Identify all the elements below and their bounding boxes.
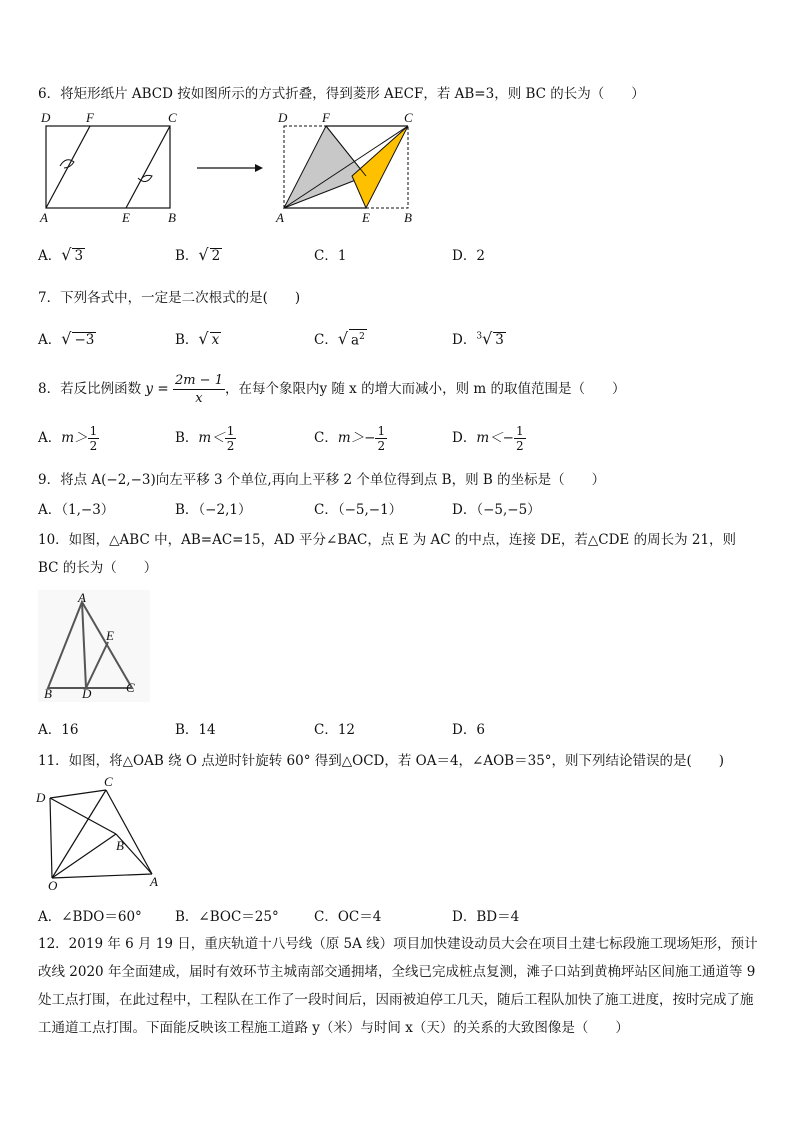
q9-option-c[interactable]: C．（−5,−1） bbox=[314, 502, 403, 518]
q9-option-b[interactable]: B．（−2,1） bbox=[175, 502, 252, 518]
q11-option-d[interactable]: D．BD＝4 bbox=[452, 909, 520, 925]
q10-label-a: A bbox=[78, 590, 86, 605]
q6-folded-label-a: A bbox=[276, 210, 284, 225]
q6-label-d: D bbox=[41, 110, 51, 125]
q10-label-e: E bbox=[106, 628, 114, 643]
q11-option-c[interactable]: C．OC＝4 bbox=[314, 909, 382, 925]
q6-label-c: C bbox=[168, 110, 177, 125]
q7-option-a[interactable]: A．√ −3 bbox=[38, 329, 95, 348]
q8-option-b[interactable]: B．m＜ $\frac{1}{2}$ bbox=[175, 424, 235, 453]
q10-option-d[interactable]: D．6 bbox=[452, 722, 485, 738]
q11-option-a[interactable]: A．∠BDO＝60° bbox=[38, 909, 142, 925]
q11-label-a: A bbox=[150, 874, 158, 889]
q11-stem: 11．如图，将△OAB 绕 O 点逆时针旋转 60° 得到△OCD，若 OA＝4，∠AOB＝35°，则下列结论错误的是( ) bbox=[38, 753, 725, 769]
q6-stem: 6．将矩形纸片 ABCD 按如图所示的方式折叠，得到菱形 AECF，若 AB=3，则 BC 的长为（ ） bbox=[38, 86, 645, 102]
q6-option-b[interactable]: B．√ 2 bbox=[175, 245, 221, 264]
q9-option-d[interactable]: D．（−5,−5） bbox=[452, 502, 541, 518]
arrow-icon bbox=[195, 158, 265, 178]
q7-option-c[interactable]: C．√ $a^2$ bbox=[314, 329, 365, 348]
q7-option-b[interactable]: B．√ x bbox=[175, 329, 220, 348]
q11-label-b: B bbox=[116, 838, 124, 853]
q8-option-c[interactable]: C．m＞− $\frac{1}{2}$ bbox=[314, 424, 386, 453]
q11-label-d: D bbox=[36, 790, 46, 805]
q6-option-c[interactable]: C．1 bbox=[314, 248, 347, 264]
q11-label-c: C bbox=[104, 774, 113, 789]
q8-stem: 8．若反比例函数 y = $\frac{2m - 1}{x}$ ，在每个象限内y 随 x 的增大而减小，则 m 的取值范围是（ ） bbox=[38, 373, 626, 406]
q6-option-d[interactable]: D．2 bbox=[452, 248, 485, 264]
q6-folded-label-c: C bbox=[404, 110, 413, 125]
q6-label-e: E bbox=[122, 210, 130, 225]
q10-option-b[interactable]: B．14 bbox=[175, 722, 216, 738]
q9-stem: 9．将点 A(−2,−3)向左平移 3 个单位,再向上平移 2 个单位得到点 B，则 B 的坐标是（ ） bbox=[38, 472, 606, 488]
q6-label-b: B bbox=[168, 210, 176, 225]
q10-label-b: B bbox=[44, 686, 52, 701]
q7-option-d[interactable]: D．$^3$√ 3 bbox=[452, 329, 504, 348]
q6-folded-label-e: E bbox=[362, 210, 370, 225]
q11-figure bbox=[34, 774, 168, 892]
q11-option-b[interactable]: B．∠BOC＝25° bbox=[175, 909, 279, 925]
q6-label-a: A bbox=[40, 210, 48, 225]
q6-folded-label-f: F bbox=[322, 110, 330, 125]
q6-label-f: F bbox=[86, 110, 94, 125]
q9-option-a[interactable]: A．（1,−3） bbox=[38, 502, 115, 518]
q6-figure-original bbox=[38, 108, 188, 228]
q10-figure bbox=[38, 590, 150, 702]
q10-option-a[interactable]: A．16 bbox=[38, 722, 79, 738]
q12-stem: 12．2019 年 6 月 19 日，重庆轨道十八号线（原 5A 线）项目加快建设动员大会在项目土建七标段施工现场矩形，预计改线 2020 年全面建成，届时有效环节主城南部交通拥堵，全线已完成桩点复测，滩子口站到黄桷坪站区间施工通道等 9 处工点打围，在此过程中，工程队在工作了一段时间后，因雨被迫停工几天，随后工程队加快了施工进度，按时完成了施工通道工点打围。下面能反映该工程施工道路 y（米）与时间 x（天）的关系的大致图像是（ ） bbox=[38, 936, 758, 1036]
q6-option-a[interactable]: A．√ 3 bbox=[38, 245, 84, 264]
q10-label-d: D bbox=[82, 686, 92, 701]
q7-stem: 7．下列各式中，一定是二次根式的是( ) bbox=[38, 290, 301, 306]
q6-figure-folded bbox=[274, 108, 424, 228]
q10-stem: 10．如图，△ABC 中，AB=AC=15，AD 平分∠BAC，点 E 为 AC 的中点，连接 DE，若△CDE 的周长为 21，则 BC 的长为（ ） bbox=[38, 532, 737, 576]
q6-folded-label-b: B bbox=[404, 210, 412, 225]
q6-folded-label-d: D bbox=[278, 110, 288, 125]
q10-label-c: C bbox=[126, 680, 135, 695]
q10-option-c[interactable]: C．12 bbox=[314, 722, 356, 738]
q11-label-o: O bbox=[48, 878, 58, 892]
q8-option-a[interactable]: A．m＞ $\frac{1}{2}$ bbox=[38, 424, 98, 453]
q8-option-d[interactable]: D．m＜− $\frac{1}{2}$ bbox=[452, 424, 524, 453]
